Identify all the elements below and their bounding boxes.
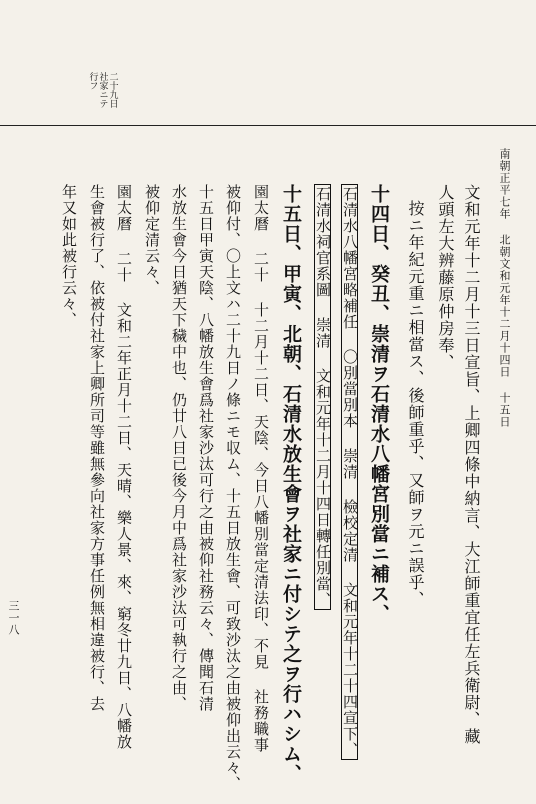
running-title: 南朝正平七年 北朝文和元年十二月十四日 十五日 (498, 148, 511, 428)
entry-heading-14th: 十四日、癸丑、崇清ヲ石清水八幡宮別當ニ補ス、 (368, 184, 390, 624)
text-column-1: 文和元年十二月十三日宣旨、上卿四條中納言、大江師重宜任左兵衛尉、藏 (462, 184, 481, 745)
source-keizu: 石清水祠官系圖 崇清 文和元年十二月十四日轉任別當、 (314, 186, 332, 608)
margin-note-1: 二十九日 (107, 72, 118, 108)
text-column-10: 十五日甲寅天陰、八幡放生會爲社家沙汰可行之由被仰社務云々、傳聞石清 (197, 184, 215, 712)
entry-heading-15th: 十五日、甲寅、北朝、石清水放生會ヲ社家ニ付シテ之ヲ行ハシム、 (280, 184, 302, 784)
margin-note-3: 行フ (87, 72, 98, 90)
text-column-11: 水放生會今日猶天下穢中也、仍廿八日已後今月中爲社家沙汰可執行之由、 (170, 184, 188, 712)
text-column-13: 園太曆 二十 文和二年正月十二日、天晴、樂人景、來、窮冬廿九日、八幡放 (115, 184, 133, 750)
text-column-15: 年又如此被行云々、 (60, 184, 78, 328)
text-column-9: 被仰付、〇上文ハ二十九日ノ條ニモ収ム、十五日放生會、可致沙汰之由被仰出云々、 (224, 184, 242, 792)
text-column-14: 生會被行了、依被付社家上卿所司等雖無參向社家方事任例無相違被行、去 (88, 184, 106, 712)
page-number: 三一八 (7, 600, 20, 636)
text-column-2: 人頭左大辨藤原仲房奉、 (436, 184, 455, 371)
text-column-8: 園太曆 二十 十二月十二日、天陰、今日八幡別當定清法印、不見 社務職事 (252, 184, 270, 753)
text-column-3: 按ニ年紀元重ニ相當ス、後師重乎、又師ヲ元ニ誤乎、 (406, 200, 425, 608)
text-column-12: 被仰定清云々、 (143, 184, 161, 296)
margin-note-2: 社家ニテ (97, 72, 108, 108)
header-rule (0, 125, 536, 126)
source-ryakubunin: 石清水八幡宮略補任 〇別當別本 崇清 檢校定清 文和元年十二十四宣下、 (341, 186, 359, 758)
